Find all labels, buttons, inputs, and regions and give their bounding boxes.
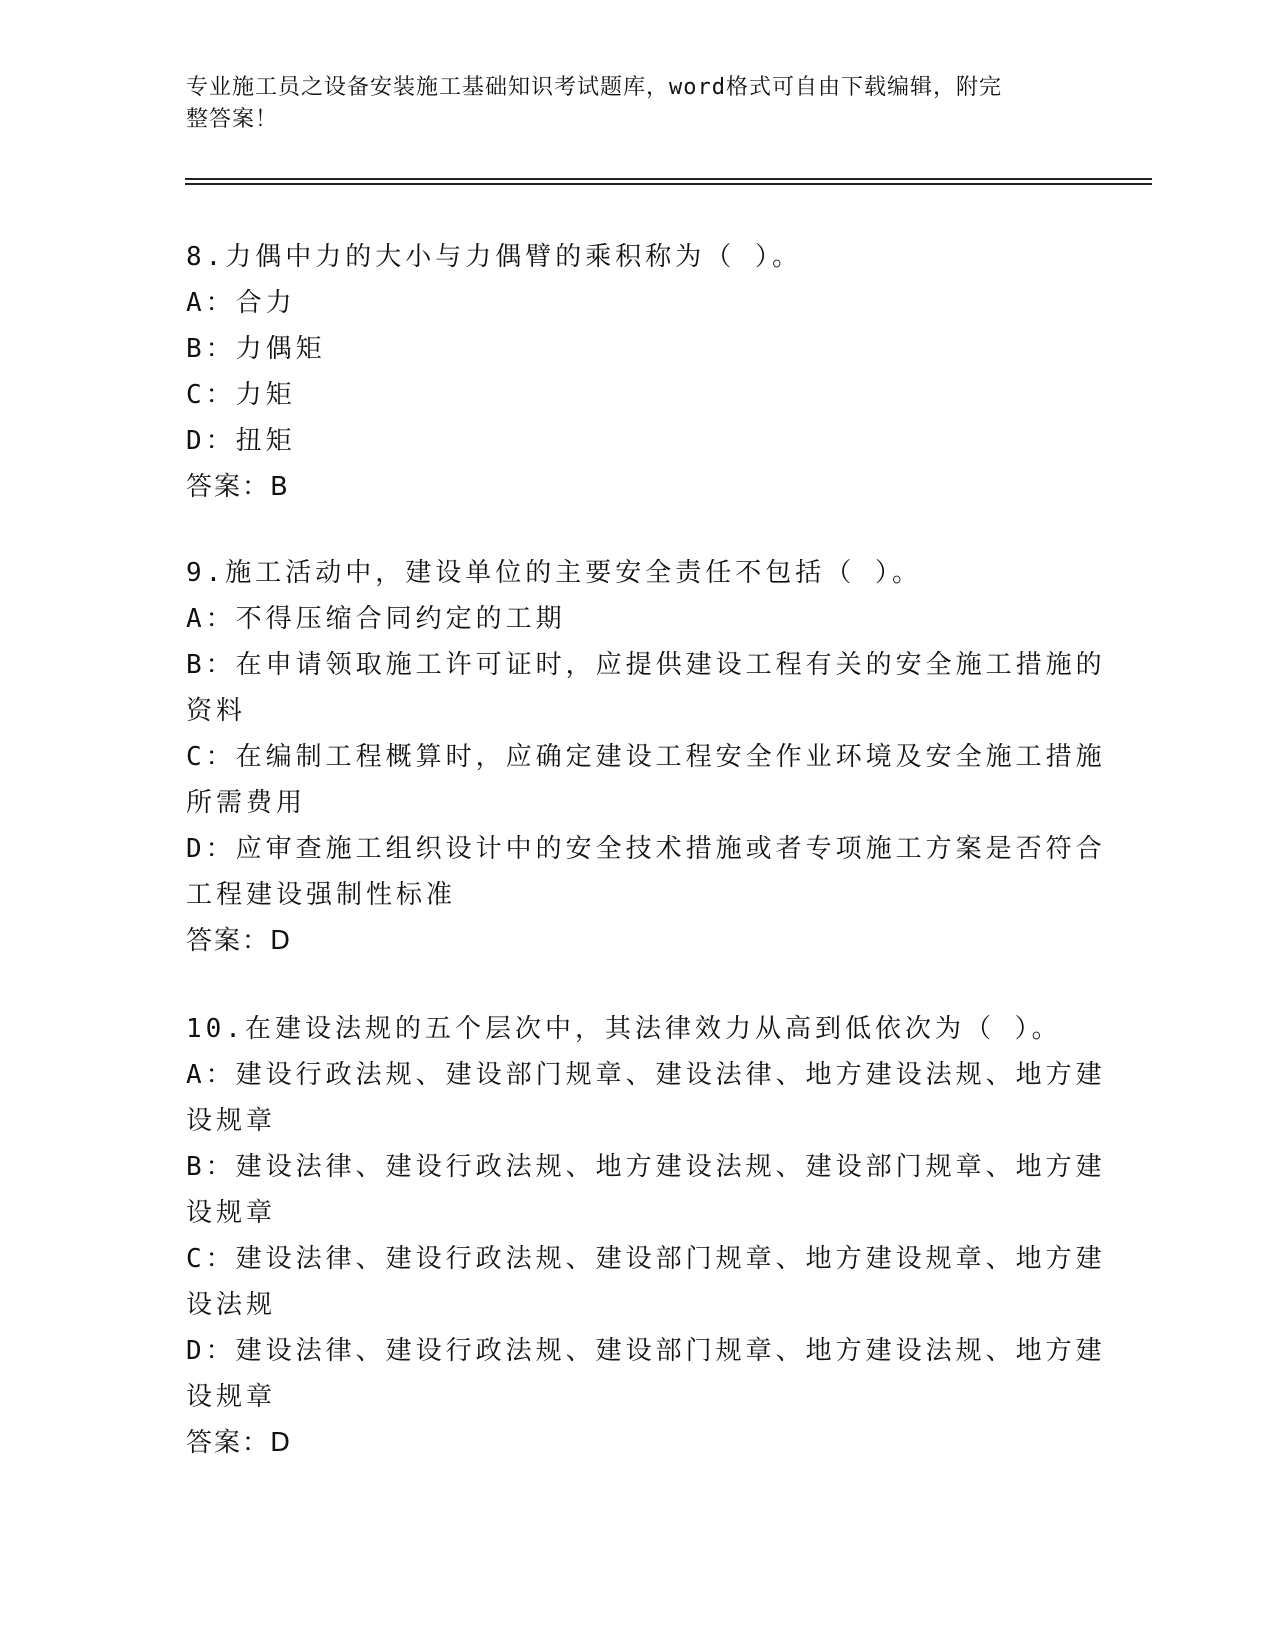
option-d-continued: 工程建设强制性标准 [186, 880, 457, 910]
question-stem: 8.力偶中力的大小与力偶臂的乘积称为（ ）。 [186, 242, 802, 272]
header-line-1: 专业施工员之设备安装施工基础知识考试题库，word格式可自由下载编辑，附完 [186, 75, 1002, 100]
option-d: D：应审查施工组织设计中的安全技术措施或者专项施工方案是否符合 [186, 834, 1106, 864]
question-10 [186, 1006, 1106, 1466]
option-d: D：建设法律、建设行政法规、建设部门规章、地方建设法规、地方建 [186, 1336, 1106, 1366]
document-header [186, 72, 1066, 136]
option-b-continued: 资料 [186, 696, 247, 726]
option-d-continued: 设规章 [186, 1382, 277, 1412]
option-c-continued: 设法规 [186, 1290, 277, 1320]
option-a-continued: 设规章 [186, 1106, 277, 1136]
option-b: B：力偶矩 [186, 334, 326, 364]
answer-line: 答案：D [186, 1428, 293, 1458]
option-a: A：不得压缩合同约定的工期 [186, 604, 566, 634]
option-c: C：力矩 [186, 380, 296, 410]
header-divider-top [185, 178, 1152, 180]
option-c: C：建设法律、建设行政法规、建设部门规章、地方建设规章、地方建 [186, 1244, 1106, 1274]
question-stem: 10.在建设法规的五个层次中，其法律效力从高到低依次为（ ）。 [186, 1014, 1062, 1044]
answer-line: 答案：D [186, 926, 293, 956]
question-8 [186, 234, 1086, 510]
question-9 [186, 550, 1106, 964]
answer-line: 答案：B [186, 472, 290, 502]
question-stem: 9.施工活动中，建设单位的主要安全责任不包括（ ）。 [186, 558, 922, 588]
header-divider-bottom [185, 183, 1152, 185]
option-c: C：在编制工程概算时，应确定建设工程安全作业环境及安全施工措施 [186, 742, 1106, 772]
option-a: A：建设行政法规、建设部门规章、建设法律、地方建设法规、地方建 [186, 1060, 1106, 1090]
option-b: B：建设法律、建设行政法规、地方建设法规、建设部门规章、地方建 [186, 1152, 1106, 1182]
option-d: D：扭矩 [186, 426, 296, 456]
header-line-2: 整答案！ [186, 107, 279, 132]
option-c-continued: 所需费用 [186, 788, 307, 818]
option-b: B：在申请领取施工许可证时，应提供建设工程有关的安全施工措施的 [186, 650, 1106, 680]
option-a: A：合力 [186, 288, 296, 318]
option-b-continued: 设规章 [186, 1198, 277, 1228]
